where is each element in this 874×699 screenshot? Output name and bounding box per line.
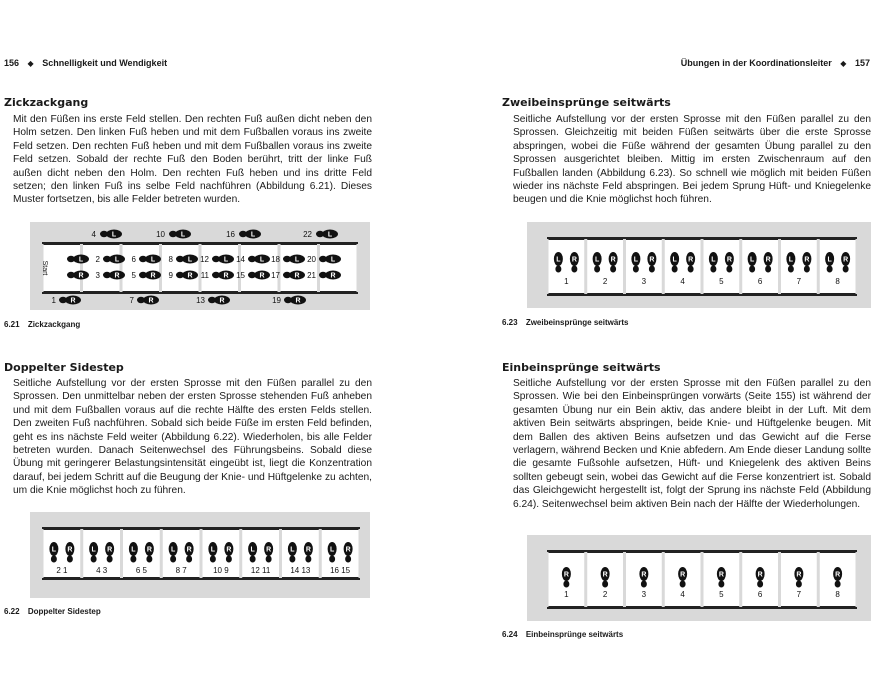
footprint-heel [329, 556, 335, 563]
foot-letter: R [641, 571, 647, 579]
caption-number: 6.21 [4, 320, 20, 329]
foot-letter: L [91, 546, 96, 554]
ladder-rung [317, 244, 320, 292]
step-number: 7 [796, 277, 802, 286]
footprint-heel [226, 556, 232, 563]
ladder-rung [159, 244, 162, 292]
section-title-zweibeinsprunge: Zweibeinsprünge seitwärts [502, 96, 671, 109]
figure-6-21-drawing [30, 222, 370, 310]
section-title-einbeinsprunge: Einbeinsprünge seitwärts [502, 361, 661, 374]
ladder-rung [546, 552, 549, 607]
foot-letter: R [330, 272, 336, 280]
foot-letter: R [688, 256, 694, 264]
foot-letter: L [114, 256, 120, 264]
footprint-heel [749, 266, 755, 273]
foot-letter: L [131, 546, 136, 554]
footprint-heel [139, 256, 147, 262]
footprint-heel [788, 266, 794, 273]
foot-letter: R [186, 546, 192, 554]
foot-letter: R [718, 571, 724, 579]
step-number: 15 [236, 271, 245, 280]
ladder-rung [41, 529, 44, 578]
ladder-rung [739, 239, 742, 294]
ladder-rung [623, 239, 626, 294]
footprint-heel [316, 231, 324, 237]
foot-letter: R [266, 546, 272, 554]
step-number: 16 [226, 230, 235, 239]
caption-text: Zickzackgang [27, 320, 81, 329]
foot-letter: L [150, 256, 156, 264]
foot-letter: R [146, 546, 152, 554]
ladder-rung [856, 552, 859, 607]
ladder-rung [160, 529, 163, 578]
foot-letter: R [67, 546, 73, 554]
footprint-heel [765, 266, 771, 273]
section-text-einbeinsprunge: Seitliche Aufstellung vor der ersten Sprosse mit den Füßen parallel zu den Sprossen. Wie bei den Einbeinsprüngen vorwärts (Seite 155) ist während der gesamten Übung nur ein Bein aktiv, das andere bleibt in der Luft. Mit dem aktiven Bein seitwärts abspringen, beide Knie- und Hüftgelenke beugen. Mit dem Ballen des aktiven Beins aufsetzen und das Gewicht auf die Ferse verlagern, während Becken und Knie abfedern. Am Ende dieser Landung sollte die gesamte Fußsohle aufsetzen, Hüft- und Kniegelenk des aktiven Beins sollten gebeugt sein, wobei das Gewicht auf die Ferse konzentriert ist. Sobald das Gleichgewicht hergestellt ist, folgt der Sprung ins nächste Feld (Abbildung 6.24). Seitenwechsel beim aktiven Bein nach der Hälfte der Wiederholungen. [513, 378, 871, 510]
footprint-heel [796, 581, 802, 588]
footprint-heel [641, 581, 647, 588]
step-number: 10 [156, 230, 165, 239]
figure-6-22-caption [4, 607, 101, 616]
section-text-doppelter-sidestep: Seitliche Aufstellung vor der ersten Sprosse mit den Füßen parallel zu den Sprossen. Den unmittelbar neben der ersten Sprosse stehenden Fuß anheben und mit dem Fußballen voraus auf die rechte Hälfte des ersten Felds stellen. Den zweiten Fuß nachführen. Sobald sich beide Füße im ersten Feld befinden, geht es ins nächste Feld weiter (Abbildung 6.22). Wiederholen, bis alle Felder betreten wurden. Danach Seitenwechsel des Führungsbeins. Sobald diese Übung mit geringerer Belastungsintensität eingeübt ist, liegt die Konzentration darauf, bei jedem Schritt auf die Beugung der Knie- und Hüftgelenke zu achten, um die Knie möglichst hoch zu führen. [13, 378, 372, 497]
ladder-rung [359, 529, 362, 578]
figure-6-23-caption [502, 318, 629, 327]
footprint-heel [305, 556, 311, 563]
footprint-heel [176, 256, 184, 262]
foot-letter: L [327, 231, 333, 239]
foot-letter: R [571, 256, 577, 264]
footprint-heel [563, 581, 569, 588]
step-number: 22 [303, 230, 312, 239]
ladder-rung [662, 239, 665, 294]
footprint-heel [266, 556, 272, 563]
foot-letter: L [250, 546, 255, 554]
foot-letter: R [114, 272, 120, 280]
foot-letter: R [226, 546, 232, 554]
footprint-heel [633, 266, 639, 273]
foot-letter: L [330, 256, 336, 264]
ladder-rung [120, 244, 123, 292]
ladder-rung [239, 529, 242, 578]
step-number: 2 [602, 590, 608, 599]
footprint-heel [67, 256, 75, 262]
step-number: 8 [835, 277, 840, 286]
footprint-heel [239, 231, 247, 237]
footprint-heel [602, 581, 608, 588]
figure-6-24-caption [502, 630, 623, 639]
step-number: 6 [757, 277, 763, 286]
section-text-zickzackgang: Mit den Füßen ins erste Feld stellen. Den rechten Fuß außen dicht neben den Holm setzen. Den linken Fuß heben und mit dem Fußballen voraus ins zweite Feld setzen. Den rechten Fuß heben und mit dem Fußballen voraus ins zweite Feld setzen. Sobald der rechte Fuß den Boden berührt, tritt der linke Fuß außen dicht neben den Holm. Den rechten Fuß heben und ins dritte Feld setzen; den linken Fuß ins selbe Feld nachführen (Abbildung 6.21). Dieses Muster fortsetzen, bis alle Felder betreten wurden. [13, 114, 372, 206]
footprint-heel [718, 581, 724, 588]
caption-number: 6.22 [4, 607, 20, 616]
figure-6-23-drawing [527, 222, 871, 308]
foot-letter: L [78, 256, 84, 264]
footprint-heel [284, 297, 292, 303]
ladder-rung [319, 529, 322, 578]
right-chapter-title: Übungen in der Koordinationsleiter [680, 58, 832, 68]
footprint-heel [594, 266, 600, 273]
footprint-heel [804, 266, 810, 273]
right-page-number: 157 [854, 58, 870, 68]
step-number: 9 [168, 271, 173, 280]
caption-number: 6.24 [502, 630, 518, 639]
footprint-heel [103, 272, 111, 278]
step-number: 17 [271, 271, 280, 280]
step-number: 7 [129, 296, 134, 305]
footprint-heel [212, 272, 220, 278]
foot-letter: R [78, 272, 84, 280]
foot-letter: L [250, 231, 256, 239]
footprint-heel [726, 266, 732, 273]
ladder-rung [238, 244, 241, 292]
foot-letter: L [290, 546, 295, 554]
step-number: 10 9 [213, 566, 229, 575]
footprint-heel [283, 272, 291, 278]
step-number: 1 [564, 277, 569, 286]
diamond-icon: ◆ [27, 59, 34, 68]
foot-letter: R [765, 256, 771, 264]
footprint-heel [67, 556, 73, 563]
foot-letter: L [329, 546, 335, 554]
footprint-heel [283, 256, 291, 262]
foot-letter: R [150, 272, 156, 280]
foot-letter: R [305, 546, 311, 554]
step-number: 1 [51, 296, 56, 305]
foot-letter: R [804, 256, 810, 264]
footprint-heel [212, 256, 220, 262]
step-number: 6 [757, 590, 763, 599]
foot-letter: L [672, 256, 677, 264]
ladder-rung [279, 529, 282, 578]
foot-letter: L [210, 546, 216, 554]
footprint-heel [649, 266, 655, 273]
step-number: 6 [131, 255, 136, 264]
step-number: 14 13 [290, 566, 311, 575]
figure-6-22-drawing [30, 512, 370, 598]
footprint-heel [688, 266, 694, 273]
caption-text: Zweibeinsprünge seitwärts [525, 318, 629, 327]
footprint-heel [250, 556, 256, 563]
section-title-doppelter-sidestep: Doppelter Sidestep [4, 361, 124, 374]
step-number: 12 11 [250, 566, 271, 575]
ladder-rung [662, 552, 665, 607]
step-number: 4 [680, 590, 685, 599]
ladder-rung [817, 552, 820, 607]
step-number: 7 [796, 590, 802, 599]
figure-6-23-ladder [527, 222, 871, 308]
foot-letter: L [827, 256, 832, 264]
foot-letter: R [187, 272, 193, 280]
footprint-heel [59, 297, 67, 303]
footprint-heel [139, 272, 147, 278]
figure-6-24-ladder [527, 535, 871, 621]
foot-letter: R [148, 297, 154, 305]
ladder-rung [739, 552, 742, 607]
ladder-rung [278, 244, 281, 292]
ladder-rung [856, 239, 859, 294]
footprint-heel [827, 266, 833, 273]
foot-letter: L [749, 256, 755, 264]
footprint-heel [169, 231, 177, 237]
step-number: 2 [602, 277, 608, 286]
foot-letter: L [111, 231, 117, 239]
step-number: 21 [307, 271, 316, 280]
step-number: 6 5 [135, 566, 147, 575]
footprint-heel [757, 581, 763, 588]
step-number: 4 [91, 230, 96, 239]
step-number: 5 [719, 590, 724, 599]
foot-letter: R [843, 256, 849, 264]
footprint-heel [345, 556, 351, 563]
ladder-rung [80, 244, 83, 292]
figure-6-24-drawing [527, 535, 871, 621]
foot-letter: R [610, 256, 616, 264]
step-number: 8 7 [175, 566, 187, 575]
footprint-heel [170, 556, 176, 563]
footprint-heel [51, 556, 57, 563]
step-number: 11 [200, 271, 209, 280]
ladder-rung [546, 239, 549, 294]
ladder-rung [778, 552, 781, 607]
footprint-heel [208, 297, 216, 303]
step-number: 14 [236, 255, 245, 264]
ladder-rung [199, 244, 202, 292]
footprint-heel [672, 266, 678, 273]
foot-letter: L [170, 546, 176, 554]
foot-letter: L [556, 256, 561, 264]
ladder-rung [701, 552, 704, 607]
figure-6-21-ladder [30, 222, 370, 310]
step-number: 4 [680, 277, 685, 286]
footprint-heel [176, 272, 184, 278]
ladder-rung [817, 239, 820, 294]
footprint-heel [319, 256, 327, 262]
ladder-rung [120, 529, 123, 578]
foot-letter: R [835, 571, 841, 579]
step-number: 8 [168, 255, 173, 264]
figure-6-21-caption [4, 320, 80, 329]
footprint-heel [100, 231, 108, 237]
footprint-heel [710, 266, 716, 273]
foot-letter: R [107, 546, 113, 554]
step-number: 20 [307, 255, 316, 264]
section-text-zweibeinsprunge: Seitliche Aufstellung vor der ersten Sprosse mit den Füßen parallel zu den Sprossen. Gleichzeitig mit beiden Füßen seitwärts über die erste Sprosse abspringen, wobei die Füße während der gesamten Übung parallel zu den Sprossen ausgerichtet bleiben. Mittig im ersten Zwischenraum auf den Fußballen landen (Abbildung 6.23). So schnell wie möglich mit beiden Füßen wieder ins nächste Feld abspringen. Bei jedem Sprung Hüft- und Kniegelenke beugen und die Knie möglichst hoch führen. [513, 114, 871, 206]
footprint-heel [146, 556, 152, 563]
foot-letter: R [602, 571, 608, 579]
foot-letter: R [219, 297, 225, 305]
step-number: 3 [95, 271, 100, 280]
step-number: 13 [196, 296, 205, 305]
footprint-heel [67, 272, 75, 278]
ladder-rung [584, 552, 587, 607]
foot-letter: L [633, 256, 639, 264]
figure-6-22-ladder [30, 512, 370, 598]
section-title-zickzackgang: Zickzackgang [4, 96, 89, 109]
left-page-number: 156 [4, 58, 20, 68]
step-number: 3 [641, 590, 647, 599]
caption-text: Einbeinsprünge seitwärts [525, 630, 624, 639]
footprint-heel [248, 256, 256, 262]
footprint-heel [186, 556, 192, 563]
foot-letter: R [70, 297, 76, 305]
footprint-heel [107, 556, 113, 563]
footprint-heel [210, 556, 216, 563]
foot-letter: R [726, 256, 732, 264]
step-number: 19 [272, 296, 281, 305]
diamond-icon: ◆ [840, 59, 847, 68]
step-number: 16 15 [330, 566, 351, 575]
foot-letter: L [259, 256, 265, 264]
ladder-rung [357, 244, 360, 292]
foot-letter: R [259, 272, 265, 280]
step-number: 1 [564, 590, 569, 599]
ladder-rung [701, 239, 704, 294]
foot-letter: L [223, 256, 229, 264]
foot-letter: L [294, 256, 300, 264]
caption-text: Doppelter Sidestep [27, 607, 101, 616]
foot-letter: L [594, 256, 600, 264]
footprint-heel [555, 266, 561, 273]
foot-letter: R [757, 571, 763, 579]
foot-letter: R [295, 297, 301, 305]
foot-letter: L [51, 546, 57, 554]
foot-letter: L [711, 256, 716, 264]
step-number: 2 [95, 255, 100, 264]
footprint-heel [289, 556, 295, 563]
ladder-rung [80, 529, 83, 578]
ladder-rung [778, 239, 781, 294]
foot-letter: R [223, 272, 229, 280]
footprint-heel [248, 272, 256, 278]
footprint-heel [103, 256, 111, 262]
foot-letter: R [345, 546, 351, 554]
ladder-rung [584, 239, 587, 294]
start-label: Start [41, 260, 48, 276]
footprint-heel [130, 556, 136, 563]
foot-letter: L [180, 231, 186, 239]
foot-letter: R [563, 571, 569, 579]
step-number: 5 [719, 277, 724, 286]
footprint-heel [319, 272, 327, 278]
step-number: 2 1 [56, 566, 68, 575]
footprint-heel [137, 297, 145, 303]
footprint-heel [91, 556, 97, 563]
caption-number: 6.23 [502, 318, 518, 327]
footprint-heel [680, 581, 686, 588]
footprint-heel [843, 266, 849, 273]
foot-letter: L [788, 256, 794, 264]
step-number: 18 [271, 255, 280, 264]
right-running-header [681, 58, 870, 68]
step-number: 8 [835, 590, 840, 599]
foot-letter: R [796, 571, 802, 579]
step-number: 12 [200, 255, 209, 264]
foot-letter: R [649, 256, 655, 264]
foot-letter: R [294, 272, 300, 280]
left-running-header [4, 58, 167, 68]
footprint-heel [835, 581, 841, 588]
ladder-rung [623, 552, 626, 607]
footprint-heel [571, 266, 577, 273]
foot-letter: R [680, 571, 686, 579]
ladder-rung [200, 529, 203, 578]
step-number: 5 [131, 271, 136, 280]
step-number: 4 3 [96, 566, 108, 575]
left-chapter-title: Schnelligkeit und Wendigkeit [42, 58, 168, 68]
step-number: 3 [641, 277, 647, 286]
footprint-heel [610, 266, 616, 273]
foot-letter: L [187, 256, 193, 264]
